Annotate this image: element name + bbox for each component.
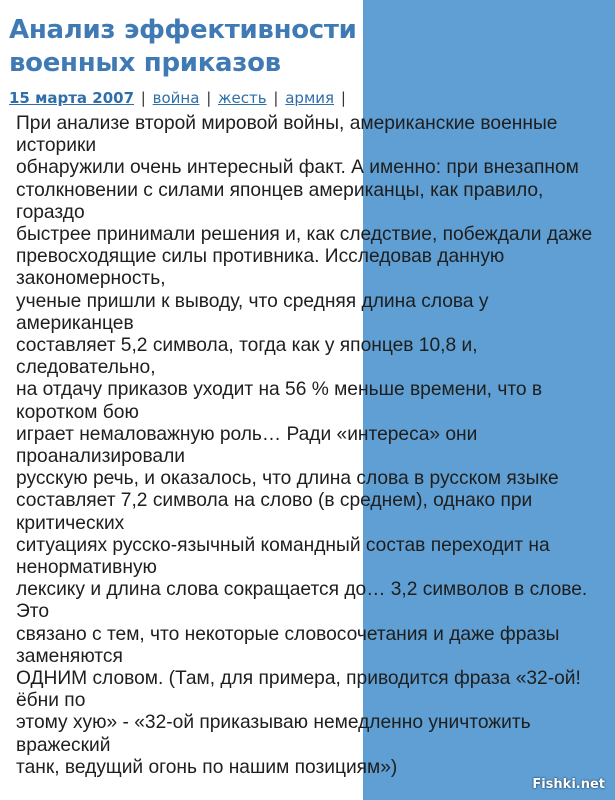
tag-link-armiya[interactable]: армия — [285, 89, 335, 107]
tag-link-voina[interactable]: война — [152, 89, 200, 107]
article-meta — [9, 89, 348, 107]
tag-link-zhest[interactable]: жесть — [218, 89, 267, 107]
article-date-link[interactable]: 15 марта 2007 — [9, 89, 135, 107]
article-body-line: гораздо — [16, 201, 85, 223]
article-body-line: этому хую» - «32-ой приказываю немедленно уничтожить — [16, 712, 531, 734]
meta-separator: | — [340, 89, 346, 107]
meta-separator: | — [273, 89, 279, 107]
article-body-line: обнаружили очень интересный факт. А именно: при внезапном — [16, 157, 579, 179]
article-body-line: ситуациях русско-язычный командный состав переходит на — [16, 534, 550, 556]
article-body-line: Это — [16, 601, 50, 623]
article-body-line: заменяются — [16, 645, 123, 667]
article-body-line: критических — [16, 512, 125, 534]
article-body-line: играет немаловажную роль… Ради «интереса» они — [16, 423, 478, 445]
article-body-line: закономерность, — [16, 268, 166, 290]
article-body-line: связано с тем, что некоторые словосочетания и даже фразы — [16, 623, 560, 645]
article-body-line: составляет 5,2 символа, тогда как у японцев 10,8 и, — [16, 335, 478, 357]
article-body-line: коротком бою — [16, 401, 139, 423]
meta-separator: | — [140, 89, 146, 107]
article-body-line: ненормативную — [16, 557, 157, 579]
article-body-line: лексику и длина слова сокращается до… 3,2 символов в слове. — [16, 579, 588, 601]
article-body-line: превосходящие силы противника. Исследовав данную — [16, 246, 505, 268]
site-watermark: Fishki.net — [532, 777, 605, 792]
meta-separator: | — [206, 89, 212, 107]
article-body-line: ёбни по — [16, 690, 86, 712]
article-body-line: танк, ведущий огонь по нашим позициям») — [16, 756, 398, 778]
article-body-line: вражеский — [16, 734, 111, 756]
article-body — [16, 113, 613, 779]
article-body-line: ОДНИМ словом. (Там, для примера, приводится фраза «32-ой! — [16, 668, 581, 690]
article-body-line: проанализировали — [16, 446, 186, 468]
article-body-line: быстрее принимали решения и, как следствие, побеждали даже — [16, 224, 593, 246]
article-body-line: историки — [16, 135, 97, 157]
article-body-line: составляет 7,2 символа на слово (в среднем), однако при — [16, 490, 533, 512]
article-body-line: русскую речь, и оказалось, что длина слова в русском языке — [16, 468, 559, 490]
article-body-line: столкновении с силами японцев американцы, как правило, — [16, 179, 544, 201]
article-body-line: следовательно, — [16, 357, 156, 379]
article-body-line: ученые пришли к выводу, что средняя длина слова у — [16, 290, 489, 312]
article-body-line: При анализе второй мировой войны, американские военные — [16, 113, 558, 134]
article-body-line: американцев — [16, 312, 134, 334]
article-title: Анализ эффективности военных приказов — [9, 15, 357, 78]
article-body-line: на отдачу приказов уходит на 56 % меньше времени, что в — [16, 379, 543, 401]
